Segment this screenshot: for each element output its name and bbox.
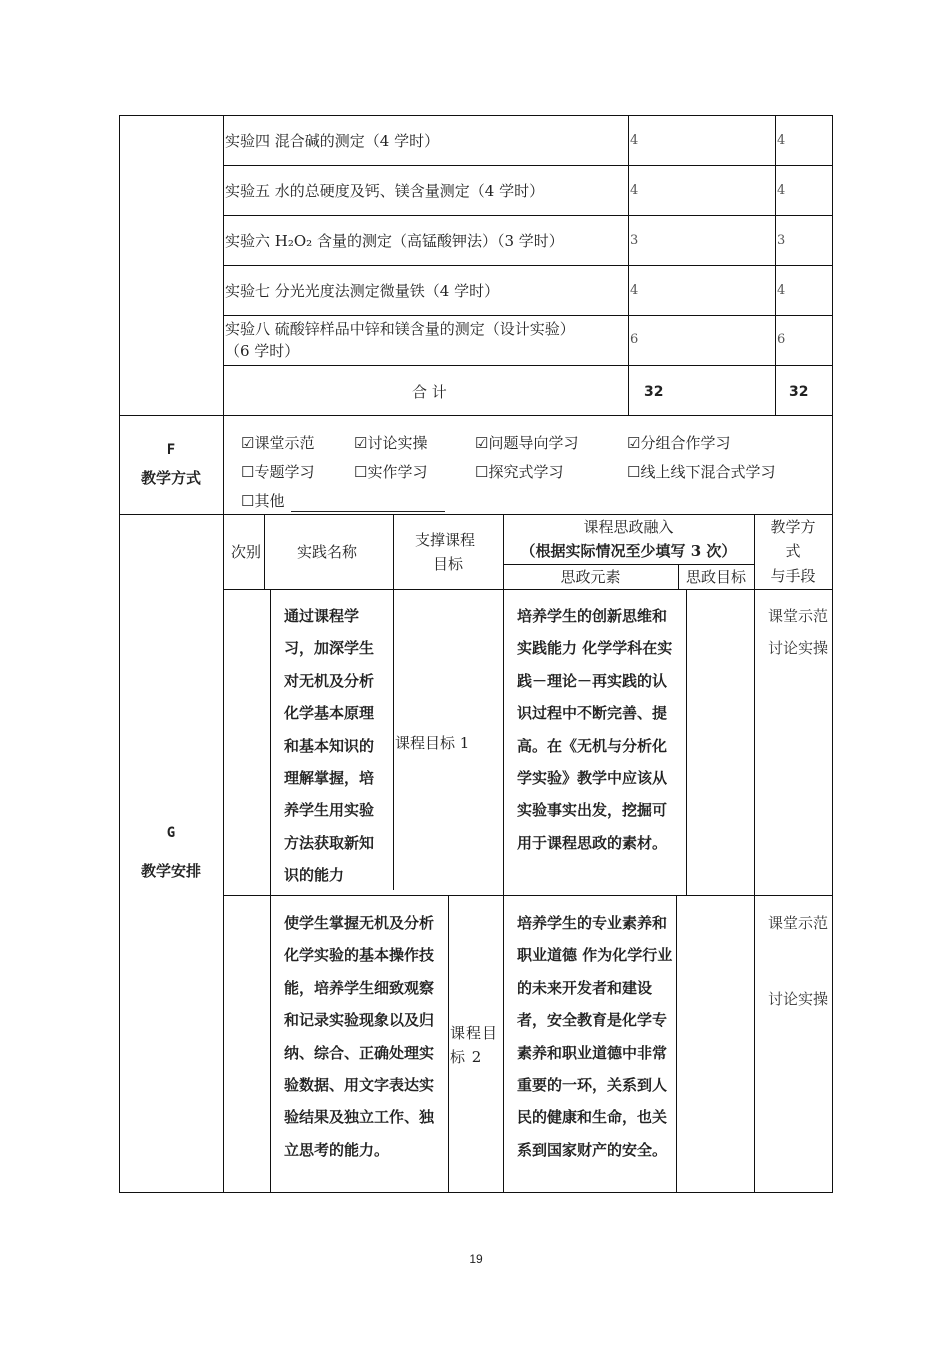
experiment-hours: 3 bbox=[630, 233, 639, 248]
total-hours: 32 bbox=[789, 384, 809, 400]
experiment-hours: 4 bbox=[777, 183, 786, 198]
practice-description: 通过课程学习，加深学生对无机及分析化学基本原理和基本知识的理解掌握，培养学生用实验方法获取新知识的能力 bbox=[284, 607, 375, 885]
method-option[interactable]: ☑课堂示范 bbox=[241, 434, 315, 452]
practice-description: 使学生掌握无机及分析化学实验的基本操作技能，培养学生细致观察和记录实验现象以及归纳、综合、正确处理实验数据、用文字表达实验结果及独立工作、独立思考的能力。 bbox=[284, 914, 435, 1159]
other-blank-line[interactable] bbox=[291, 511, 445, 512]
method-option[interactable]: ☑讨论实操 bbox=[354, 434, 428, 452]
section-title: 教学方式 bbox=[140, 469, 201, 487]
header-target-cont: 目标 bbox=[433, 555, 464, 573]
experiment-name: 实验八 硫酸锌样品中锌和镁含量的测定（设计实验） bbox=[225, 320, 575, 338]
experiment-hours: 4 bbox=[777, 283, 786, 298]
experiment-name: 实验五 水的总硬度及钙、镁含量测定（4 学时） bbox=[225, 182, 545, 200]
section-letter: G bbox=[166, 825, 176, 841]
method-option[interactable]: ☐探究式学习 bbox=[475, 463, 564, 481]
section-title: 教学安排 bbox=[140, 862, 201, 880]
total-label: 合 计 bbox=[412, 383, 447, 401]
ideology-element: 培养学生的创新思维和实践能力 化学学科在实践－理论－再实践的认识过程中不断完善、提高。在《无机与分析化学实验》教学中应该从实验事实出发，挖掘可用于课程思政的素材。 bbox=[517, 607, 673, 852]
section-letter: F bbox=[166, 442, 176, 458]
header-teaching-method-cont: 式 bbox=[785, 542, 801, 560]
course-target: 课程目标 1 bbox=[395, 734, 470, 752]
header-ideology: 课程思政融入 bbox=[583, 518, 674, 536]
header-ideology-note: （根据实际情况至少填写 3 次） bbox=[520, 542, 737, 560]
experiment-name-cont: （6 学时） bbox=[225, 342, 300, 360]
header-target: 支撑课程 bbox=[415, 531, 476, 549]
experiment-name: 实验六 H₂O₂ 含量的测定（高锰酸钾法）（3 学时） bbox=[225, 232, 564, 250]
page-number: 19 bbox=[469, 1252, 483, 1266]
method-option[interactable]: ☐其他 bbox=[241, 492, 285, 510]
method-option[interactable]: ☑问题导向学习 bbox=[475, 434, 579, 452]
experiment-hours: 4 bbox=[777, 133, 786, 148]
header-practice-name: 实践名称 bbox=[297, 543, 358, 561]
experiment-hours: 4 bbox=[630, 283, 639, 298]
method-option[interactable]: ☑分组合作学习 bbox=[627, 434, 731, 452]
header-teaching-method: 教学方 bbox=[770, 518, 816, 536]
header-ideology-element: 思政元素 bbox=[560, 568, 621, 586]
experiment-hours: 4 bbox=[630, 133, 639, 148]
course-target: 课程目标 2 bbox=[450, 1024, 499, 1066]
method-option[interactable]: ☐专题学习 bbox=[241, 463, 315, 481]
method-option[interactable]: ☐实作学习 bbox=[354, 463, 428, 481]
teaching-method: 课堂示范 bbox=[768, 914, 829, 932]
teaching-method: 课堂示范 讨论实操 bbox=[768, 607, 829, 658]
header-teaching-method-cont2: 与手段 bbox=[770, 567, 816, 585]
experiment-hours: 4 bbox=[630, 183, 639, 198]
ideology-element: 培养学生的专业素养和职业道德 作为化学行业的未来开发者和建设者，安全教育是化学专素养和职业道德中非常重要的一环，关系到人民的健康和生命，也关系到国家财产的安全。 bbox=[517, 914, 673, 1159]
header-ideology-goal: 思政目标 bbox=[685, 568, 746, 586]
experiment-name: 实验四 混合碱的测定（4 学时） bbox=[225, 132, 440, 150]
experiment-name: 实验七 分光光度法测定微量铁（4 学时） bbox=[225, 282, 500, 300]
header-order: 次别 bbox=[231, 543, 262, 561]
total-hours: 32 bbox=[644, 384, 664, 400]
teaching-method-cont: 讨论实操 bbox=[768, 990, 829, 1008]
experiment-hours: 3 bbox=[777, 233, 786, 248]
experiment-hours: 6 bbox=[777, 332, 786, 347]
method-option[interactable]: ☐线上线下混合式学习 bbox=[627, 463, 776, 481]
experiment-hours: 6 bbox=[630, 332, 639, 347]
